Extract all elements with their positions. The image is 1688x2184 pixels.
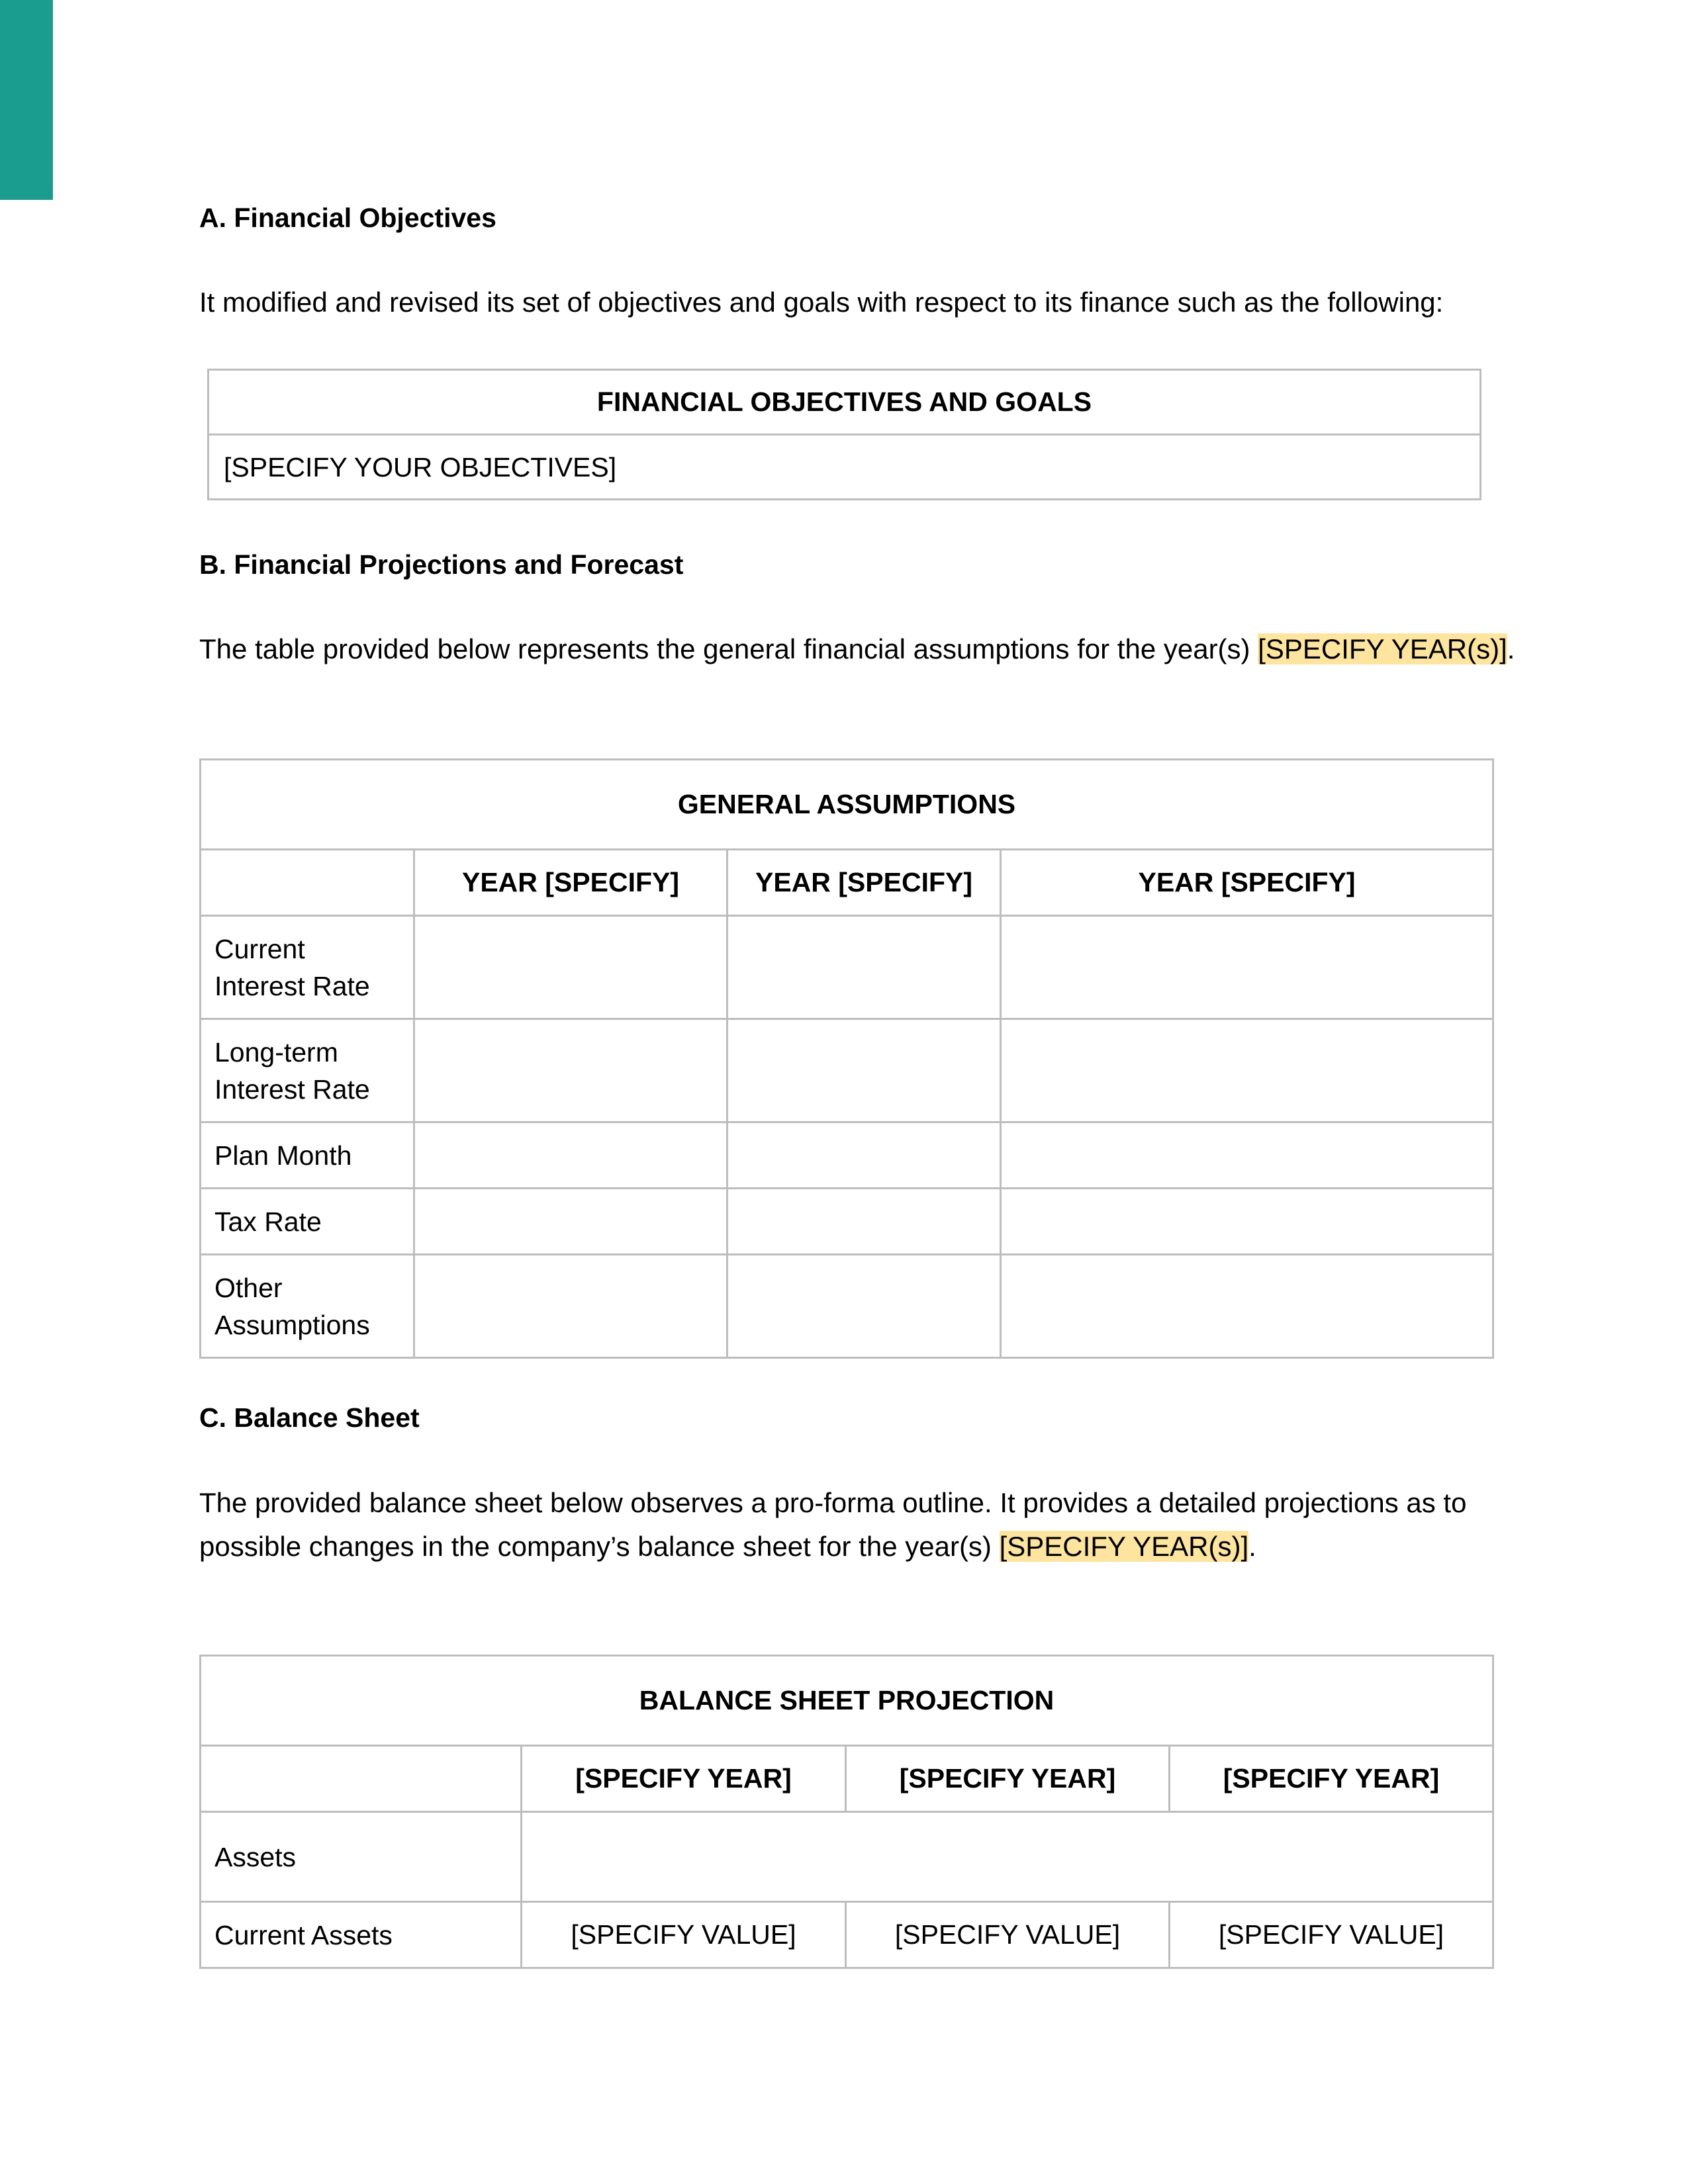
table-cell[interactable] [414,1019,727,1122]
section-c-intro [199,1481,1497,1569]
table-title: BALANCE SHEET PROJECTION [201,1656,1493,1746]
table-cell[interactable] [1001,1255,1493,1358]
table-cell[interactable]: [SPECIFY VALUE] [846,1902,1170,1968]
table-cell[interactable] [727,1122,1001,1189]
corner-cell [201,850,414,916]
column-header: YEAR [SPECIFY] [414,850,727,916]
table-cell[interactable] [1001,916,1493,1019]
table-cell[interactable] [1001,1122,1493,1189]
table-title: FINANCIAL OBJECTIVES AND GOALS [209,370,1481,435]
year-placeholder-highlight[interactable]: [SPECIFY YEAR(s)] [1258,633,1507,664]
intro-text: The table provided below represents the general financial assumptions for the year(s) [199,633,1258,664]
table-cell[interactable] [414,1122,727,1189]
table-title-row [201,760,1493,850]
table-row [209,435,1481,500]
table-cell[interactable] [414,916,727,1019]
section-b-intro [199,627,1523,671]
intro-period: . [1507,633,1515,664]
section-a-intro: It modified and revised its set of objectives and goals with respect to its finance such as the following: [199,287,1444,318]
table-row [201,1019,1493,1122]
column-header: YEAR [SPECIFY] [1001,850,1493,916]
intro-period: . [1248,1531,1256,1562]
table-cell[interactable] [1001,1019,1493,1122]
table-row [201,1189,1493,1255]
intro-text: The provided balance sheet below observes a pro-forma outline. It provides a detailed projections as to possible changes in the company’s balance sheet for the year(s) [199,1487,1467,1562]
accent-bar [0,0,53,200]
table-header-row [201,1746,1493,1812]
general-assumptions-table [199,758,1494,1359]
table-cell[interactable]: [SPECIFY VALUE] [522,1902,846,1968]
table-cell[interactable] [727,1189,1001,1255]
column-header: YEAR [SPECIFY] [727,850,1001,916]
row-label: Plan Month [201,1122,414,1189]
table-cell[interactable] [727,916,1001,1019]
table-cell[interactable] [727,1019,1001,1122]
table-row [201,916,1493,1019]
row-label: Assets [201,1812,522,1902]
balance-sheet-table [199,1655,1494,1969]
table-row [201,1255,1493,1358]
section-b-heading: B. Financial Projections and Forecast [199,549,684,580]
row-label: Tax Rate [201,1189,414,1255]
table-cell[interactable] [414,1189,727,1255]
table-cell[interactable]: [SPECIFY VALUE] [1170,1902,1493,1968]
table-row [201,1122,1493,1189]
table-row [201,1902,1493,1968]
row-label: Other Assumptions [201,1255,414,1358]
table-cell[interactable] [727,1255,1001,1358]
objectives-cell[interactable]: [SPECIFY YOUR OBJECTIVES] [209,435,1481,500]
section-c-heading: C. Balance Sheet [199,1402,420,1433]
column-header: [SPECIFY YEAR] [846,1746,1170,1812]
row-label: Current Interest Rate [201,916,414,1019]
table-row [201,1812,1493,1902]
assets-span-cell[interactable] [522,1812,1493,1902]
financial-objectives-table [207,369,1481,500]
column-header: [SPECIFY YEAR] [522,1746,846,1812]
row-label: Current Assets [201,1902,522,1968]
table-title-row [201,1656,1493,1746]
column-header: [SPECIFY YEAR] [1170,1746,1493,1812]
row-label: Long-term Interest Rate [201,1019,414,1122]
table-header-row [201,850,1493,916]
section-a-heading: A. Financial Objectives [199,203,496,233]
year-placeholder-highlight[interactable]: [SPECIFY YEAR(s)] [999,1531,1249,1562]
table-header-row [209,370,1481,435]
corner-cell [201,1746,522,1812]
table-cell[interactable] [414,1255,727,1358]
table-cell[interactable] [1001,1189,1493,1255]
table-title: GENERAL ASSUMPTIONS [201,760,1493,850]
